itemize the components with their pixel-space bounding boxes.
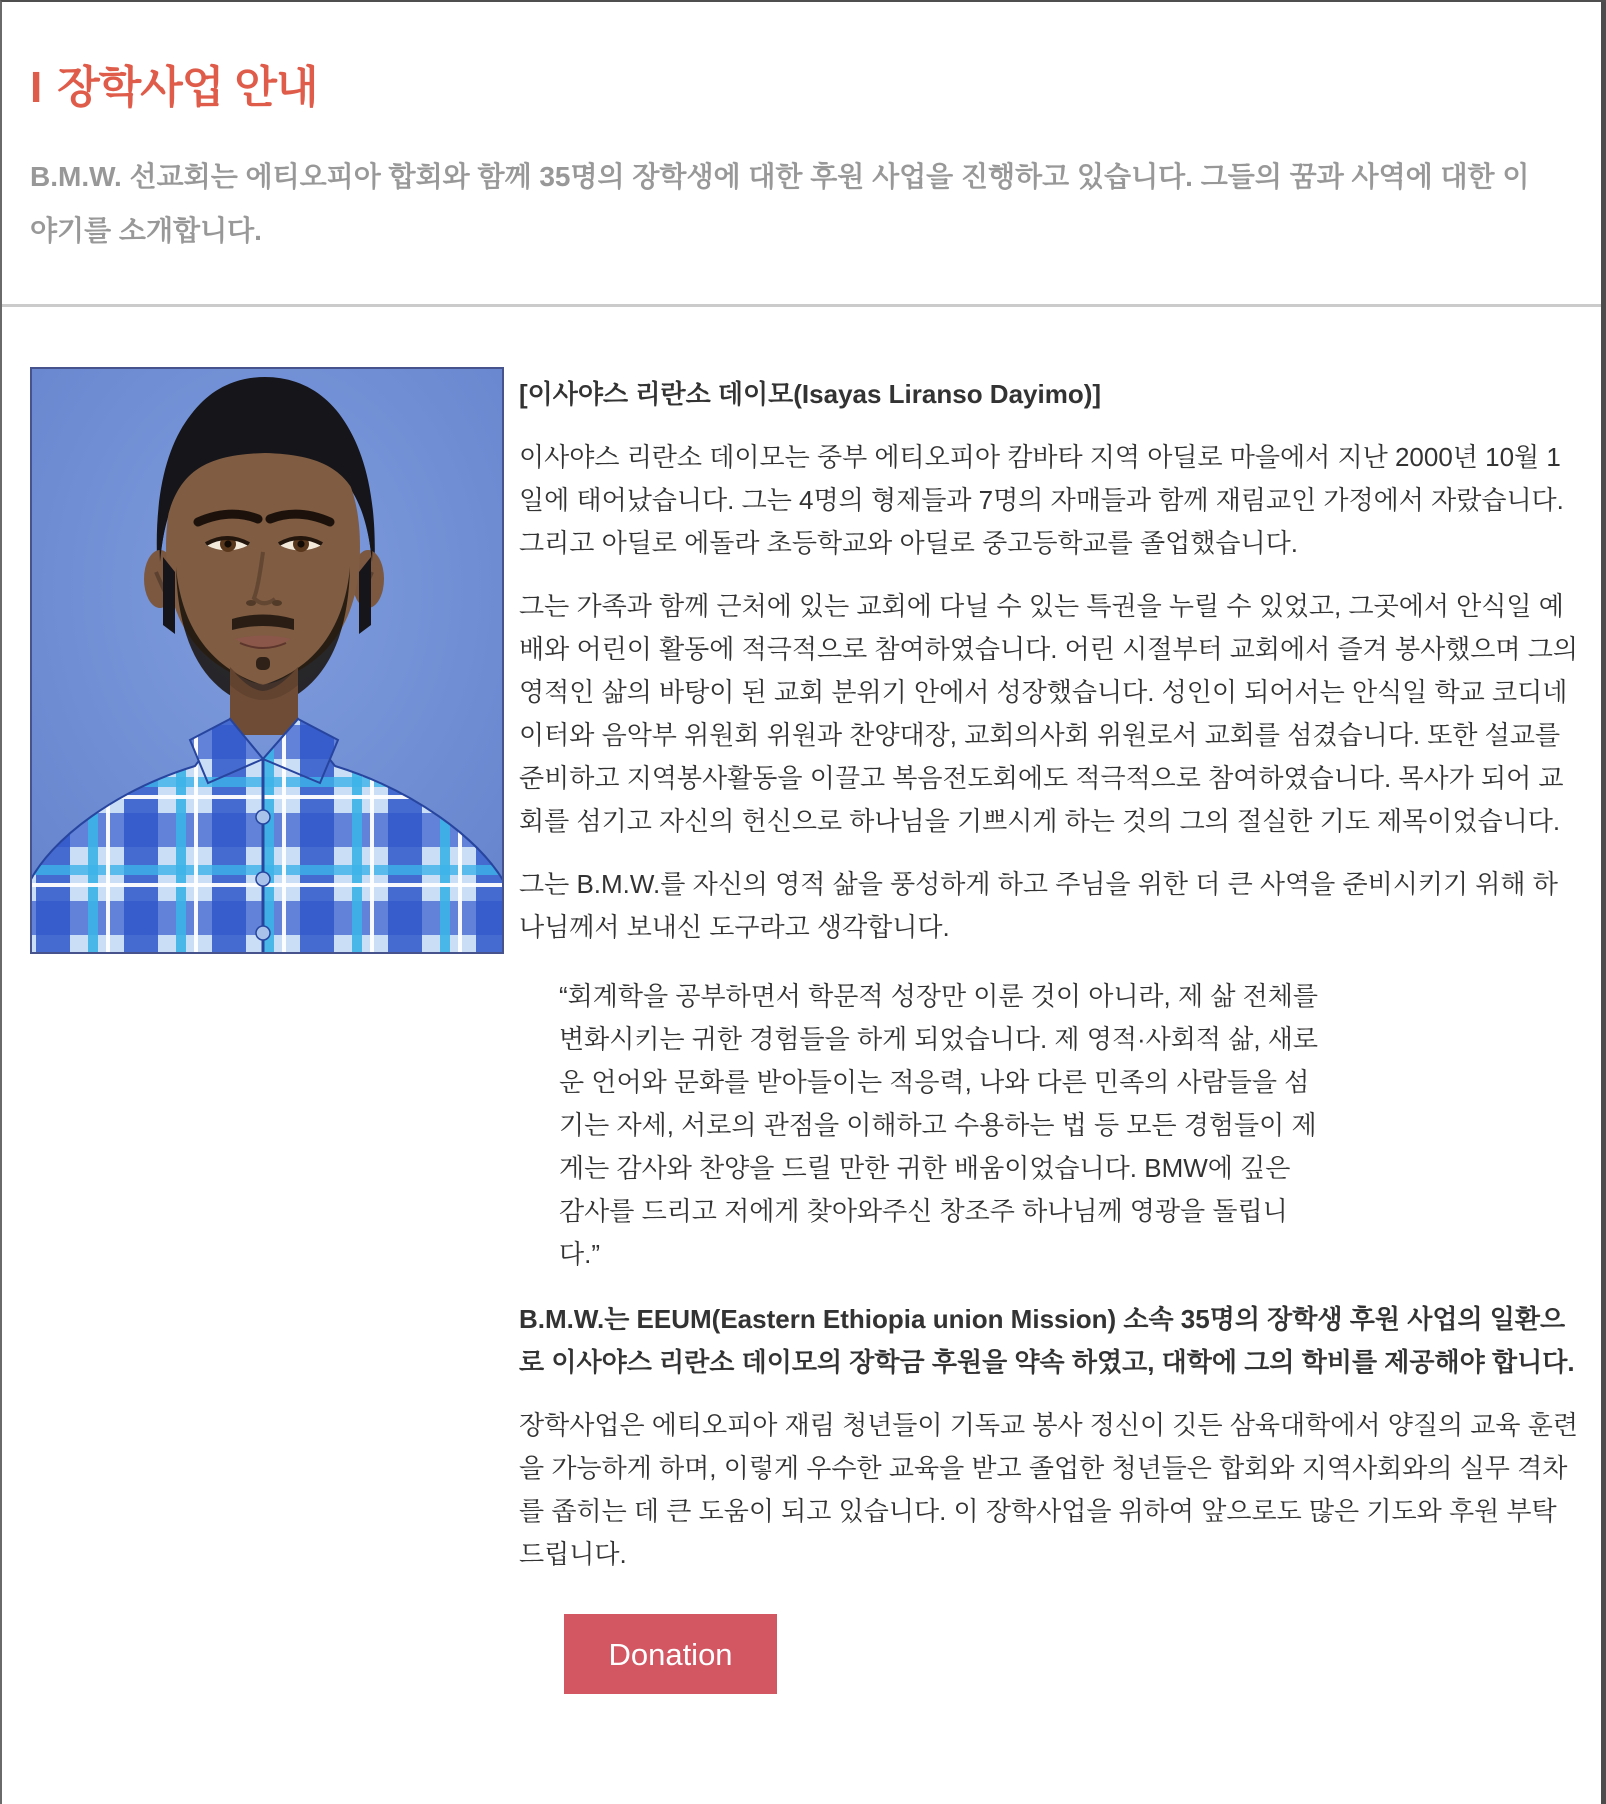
page-title [30, 63, 1530, 112]
window-right-edge [1601, 2, 1606, 1804]
student-portrait-image [30, 367, 504, 954]
article-header [2, 2, 1606, 258]
commitment-paragraph: B.M.W.는 EEUM(Eastern Ethiopia union Mission) 소속 35명의 장학생 후원 사업의 일환으로 이사야스 리란소 데이모의 장학금 후원을 약속 하였고, 대학에 그의 학비를 제공해야 합니다. [519, 1304, 1575, 1377]
profile-text-column [519, 367, 1579, 1694]
biography-paragraph-3: 그는 B.M.W.를 자신의 영적 삶을 풍성하게 하고 주님을 위한 더 큰 사역을 준비시키기 위해 하나님께서 보내신 도구라고 생각합니다. [519, 869, 1558, 942]
donation-button[interactable]: Donation [564, 1614, 777, 1694]
biography-paragraph-1: 이사야스 리란소 데이모는 중부 에티오피아 캄바타 지역 아딜로 마을에서 지난 2000년 10월 1일에 태어났습니다. 그는 4명의 형제들과 7명의 자매들과 함께 재림교인 가정에서 자랐습니다. 그리고 아딜로 에돌라 초등학교와 아딜로 중고등학교를 졸업했습니다. [519, 442, 1564, 558]
title-marker: I [30, 63, 42, 112]
student-name-heading: [이사야스 리란소 데이모(Isayas Liranso Dayimo)] [519, 379, 1102, 409]
donation-button-row [564, 1614, 1579, 1694]
student-photo [30, 367, 504, 954]
profile-section [2, 315, 1606, 1694]
student-quote: “회계학을 공부하면서 학문적 성장만 이룬 것이 아니라, 제 삶 전체를 변화시키는 귀한 경험들을 하게 되었습니다. 제 영적·사회적 삶, 새로운 언어와 문화를 받아들이는 적응력, 나와 다른 민족의 사람들을 섬기는 자세, 서로의 관점을 이해하고 수용하는 법 등 모든 경험들이 제게는 감사와 찬양을 드릴 만한 귀한 배움이었습니다. BMW에 깊은 감사를 드리고 저에게 찾아와주신 창조주 하나님께 영광을 돌립니다.” [559, 981, 1319, 1269]
biography-paragraph-2: 그는 가족과 함께 근처에 있는 교회에 다닐 수 있는 특권을 누릴 수 있었고, 그곳에서 안식일 예배와 어린이 활동에 적극적으로 참여하였습니다. 어린 시절부터 교회에서 즐겨 봉사했으며 그의 영적인 삶의 바탕이 된 교회 분위기 안에서 성장했습니다. 성인이 되어서는 안식일 학교 코디네이터와 음악부 위원회 위원과 찬양대장, 교회의사회 위원로서 교회를 섬겼습니다. 또한 설교를 준비하고 지역봉사활동을 이끌고 복음전도회에도 적극적으로 참여하였습니다. 목사가 되어 교회를 섬기고 자신의 헌신으로 하나님을 기쁘시게 하는 것의 그의 절실한 기도 제목이었습니다. [519, 591, 1578, 836]
section-divider [2, 304, 1606, 307]
closing-paragraph: 장학사업은 에티오피아 재림 청년들이 기독교 봉사 정신이 깃든 삼육대학에서 양질의 교육 훈련을 가능하게 하며, 이렇게 우수한 교육을 받고 졸업한 청년들은 합회와 지역사회와의 실무 격차를 좁히는 데 큰 도움이 되고 있습니다. 이 장학사업을 위하여 앞으로도 많은 기도와 후원 부탁드립니다. [519, 1410, 1578, 1569]
intro-text: B.M.W. 선교회는 에티오피아 합회와 함께 35명의 장학생에 대한 후원 사업을 진행하고 있습니다. 그들의 꿈과 사역에 대한 이야기를 소개합니다. [30, 161, 1530, 246]
page-title-text: 장학사업 안내 [57, 63, 318, 112]
